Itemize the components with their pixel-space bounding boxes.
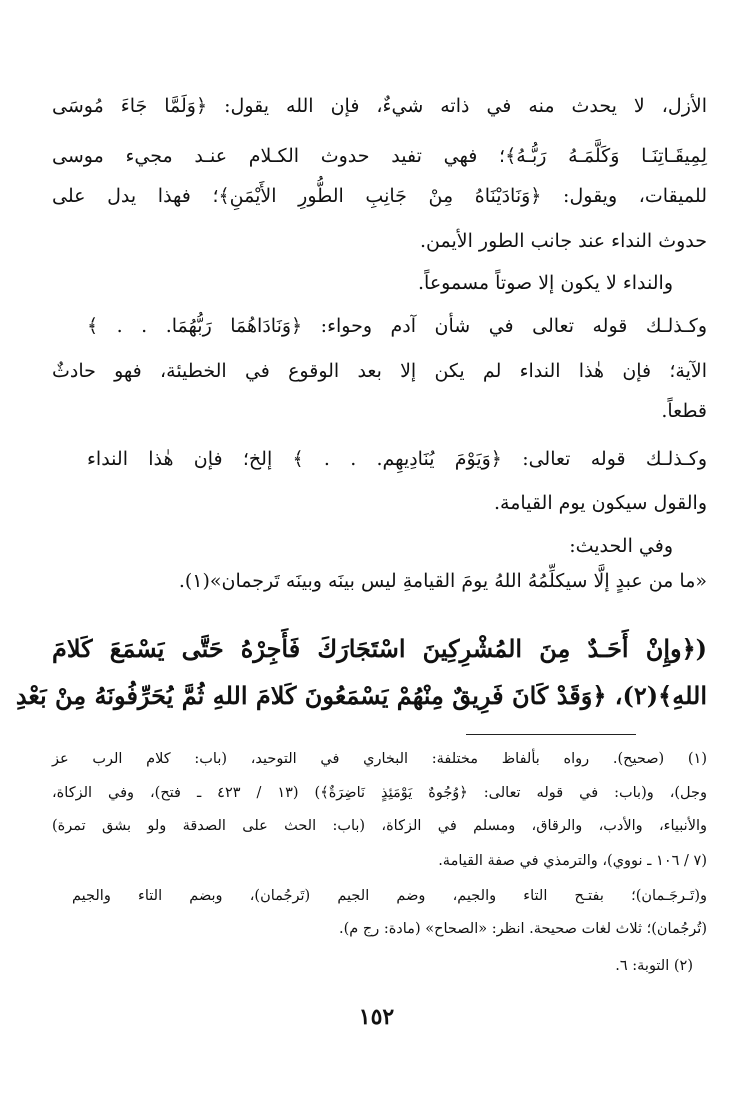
footnote-line-3: والأنبياء، والأدب، والرقاق، ومسلم في الزكاة، (باب: الحث على الصدقة ولو بشق تمرة) [52,818,707,834]
footnote-line-6: (تُرجُمان)؛ ثلاث لغات صحيحة. انظر: «الصحاح» (مادة: رج م). [339,921,707,937]
quran-line-1: (﴿وإِنْ أَحَـدٌ مِنَ المُشْرِكِينَ اسْتَجَارَكَ فَأَجِرْهُ حَتَّى يَسْمَعَ كَلامَ [52,634,707,663]
body-line-4: حدوث النداء عند جانب الطور الأيمن. [419,230,707,252]
body-line-3: للميقات، ويقول: ﴿وَنَادَيْنَاهُ مِنْ جَانِبِ الطُّورِ الأَيْمَنِ﴾؛ فهذا يدل على [52,185,707,207]
body-line-8: قطعاً. [661,400,707,422]
body-line-6: وكـذلـك قوله تعالى في شأن آدم وحواء: ﴿وَنَادَاهُمَا رَبُّهُمَا. . . ﴾ [87,315,707,337]
body-line-2: لِمِيقَـاتِنَـا وَكَلَّمَـهُ رَبُّـهُ﴾؛ فهي تفيد حدوث الكـلام عنـد مجيء موسى [52,145,707,167]
footnote-line-2: وجل)، و(باب: في قوله تعالى: ﴿وُجُوهٌ يَوْمَئِذٍ نَاضِرَةٌ﴾) (١٣ / ٤٢٣ ـ فتح)، وفي الزكاة، [52,785,707,801]
footnote-line-5: و(تَـرجَـمان)؛ بفتـح التاء والجيم، وضم الجيم (تَرجُمان)، وبضم التاء والجيم [72,888,707,904]
body-line-1: الأزل، لا يحدث منه في ذاته شيءٌ، فإن الله يقول: ﴿وَلَمَّا جَاءَ مُوسَى [52,95,707,117]
body-line-5: والنداء لا يكون إلا صوتاً مسموعاً. [418,272,673,294]
footnote-separator [466,734,636,735]
hadith-line: «ما من عبدٍ إلَّا سيكلِّمُهُ اللهُ يومَ القيامةِ ليس بينَه وبينَه تَرجمان»(١). [178,570,707,592]
body-line-9: وكـذلـك قوله تعالى: ﴿وَيَوْمَ يُنَادِيهِم. . . ﴾ إلخ؛ فإن هٰذا النداء [87,448,707,470]
footnote-line-4: (٧ / ١٠٦ ـ نووي)، والترمذي في صفة القيامة. [438,853,707,869]
body-line-10: والقول سيكون يوم القيامة. [494,492,707,514]
page-number: ١٥٢ [358,1004,395,1030]
footnote-line-1: (١) (صحيح). رواه بألفاظ مختلفة: البخاري في التوحيد، (باب: كلام الرب عز [52,751,707,767]
footnote-line-7: (٢) التوبة: ٦. [615,958,693,974]
body-line-11: وفي الحديث: [569,535,673,557]
quran-line-2: اللهِ﴾(٢)، ﴿وَقَدْ كَانَ فَرِيقٌ مِنْهُمْ يَسْمَعُونَ كَلامَ اللهِ ثُمَّ يُحَرِّفُونَهُ مِنْ بَعْدِ [15,681,707,710]
body-line-7: الآية؛ فإن هٰذا النداء لم يكن إلا بعد الوقوع في الخطيئة، فهو حادثٌ [52,360,707,382]
